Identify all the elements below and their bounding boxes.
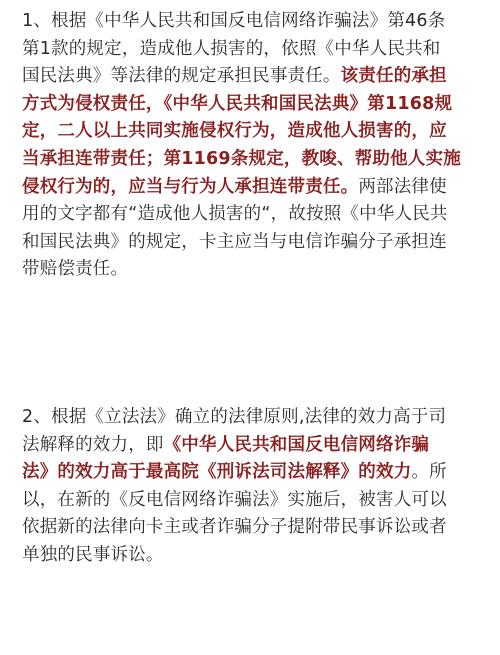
- paragraph-2: [22, 404, 482, 570]
- text-line: [22, 404, 482, 432]
- text-line: [22, 91, 482, 119]
- text-line: [22, 146, 482, 174]
- text-run: 单独的民事诉讼。: [22, 544, 164, 565]
- text-line: [22, 256, 482, 284]
- text-run: 。所: [411, 462, 447, 483]
- text-run: 法解释的效力，即: [22, 434, 164, 455]
- text-line: [22, 229, 482, 257]
- text-line: [22, 118, 482, 146]
- highlighted-text: 法》的效力高于最高院《刑诉法司法解释》的效力: [22, 462, 412, 483]
- highlighted-text: 该责任的承担: [340, 66, 447, 87]
- paragraph-1: [22, 8, 482, 284]
- highlighted-text: 侵权行为的，应当与行为人承担连带责任。: [22, 176, 359, 197]
- text-run: 依据新的法律向卡主或者诈骗分子提附带民事诉讼或者: [22, 517, 447, 538]
- text-run: 两部法律使: [358, 176, 447, 197]
- highlighted-text: 定，二人以上共同实施侵权行为，造成他人损害的，应: [22, 121, 447, 142]
- text-line: [22, 63, 482, 91]
- text-run: 国民法典》等法律的规定承担民事责任。: [22, 66, 341, 87]
- text-line: [22, 542, 482, 570]
- text-line: [22, 514, 482, 542]
- text-run: 第1款的规定，造成他人损害的，依照《中华人民共和: [22, 38, 441, 59]
- text-line: [22, 459, 482, 487]
- text-run: 1、根据《中华人民共和国反电信网络诈骗法》第46条: [22, 11, 446, 31]
- text-run: 和国民法典》的规定，卡主应当与电信诈骗分子承担连: [22, 231, 447, 252]
- text-line: [22, 432, 482, 460]
- text-line: [22, 36, 482, 64]
- text-run: 带赔偿责任。: [22, 259, 129, 280]
- highlighted-text: 方式为侵权责任，《中华人民共和国民法典》第1168规: [22, 93, 453, 114]
- text-line: [22, 201, 482, 229]
- text-line: [22, 487, 482, 515]
- text-line: [22, 174, 482, 202]
- text-run: 用的文字都有“造成他人损害的“，故按照《中华人民共: [22, 204, 448, 225]
- text-line: [22, 8, 482, 36]
- highlighted-text: 当承担连带责任；第1169条规定，教唆、帮助他人实施: [22, 148, 461, 169]
- text-run: 以，在新的《反电信网络诈骗法》实施后，被害人可以: [22, 489, 447, 510]
- highlighted-text: 《中华人民共和国反电信网络诈骗: [163, 434, 430, 455]
- text-run: 2、根据《立法法》确立的法律原则,法律的效力高于司: [22, 407, 447, 427]
